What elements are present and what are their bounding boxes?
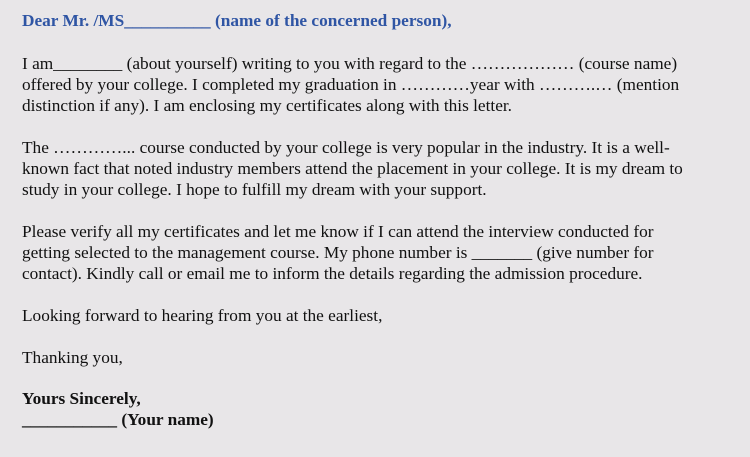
- paragraph-verification-request: [22, 221, 728, 284]
- paragraph-line: I am________ (about yourself) writing to you with regard to the ……………… (course name): [22, 54, 678, 73]
- paragraph-course-popularity: [22, 137, 728, 200]
- paragraph-line: getting selected to the management course. My phone number is _______ (give number for: [22, 243, 654, 262]
- signature-line: ___________ (Your name): [22, 410, 214, 429]
- paragraph-thanking: Thanking you,: [22, 348, 123, 367]
- paragraph-line: known fact that noted industry members attend the placement in your college. It is my dream to: [22, 159, 683, 178]
- paragraph-line: contact). Kindly call or email me to inform the details regarding the admission procedure.: [22, 264, 643, 283]
- salutation-line: Dear Mr. /MS__________ (name of the concerned person),: [22, 11, 452, 30]
- paragraph-line: distinction if any). I am enclosing my certificates along with this letter.: [22, 96, 512, 115]
- closing-line: Yours Sincerely,: [22, 389, 141, 408]
- paragraph-line: The …………... course conducted by your college is very popular in the industry. It is a well-: [22, 138, 670, 157]
- paragraph-line: offered by your college. I completed my graduation in …………year with ……….… (mention: [22, 75, 680, 94]
- paragraph-line: study in your college. I hope to fulfill my dream with your support.: [22, 180, 487, 199]
- paragraph-looking-forward: Looking forward to hearing from you at the earliest,: [22, 306, 383, 325]
- paragraph-line: Please verify all my certificates and let me know if I can attend the interview conducted for: [22, 222, 654, 241]
- paragraph-about-yourself: [22, 53, 728, 116]
